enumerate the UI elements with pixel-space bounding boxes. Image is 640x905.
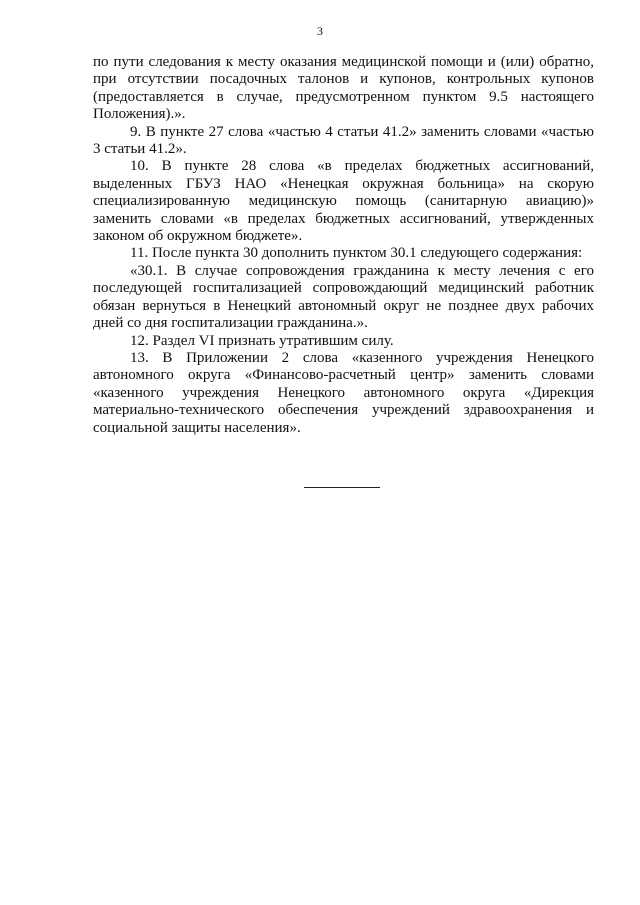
- paragraph-item-13: 13. В Приложении 2 слова «казенного учреждения Ненецкого автономного округа «Финансово-расчетный центр» заменить словами «казенного учреждения Ненецкого автономного округа «Дирекция материально-технического обеспечения учреждений здравоохранения и социальной защиты населения».: [93, 349, 594, 436]
- end-divider-line: [304, 487, 380, 488]
- page-number: 3: [317, 24, 323, 38]
- paragraph-item-11: 11. После пункта 30 дополнить пунктом 30.1 следующего содержания:: [130, 245, 583, 262]
- paragraph-continuation: по пути следования к месту оказания медицинской помощи и (или) обратно, при отсутствии посадочных талонов и купонов, контрольных купонов (предоставляется в случае, предусмотренном пунктом 9.5 настоящего Положения).».: [93, 54, 594, 123]
- paragraph-item-30-1: «30.1. В случае сопровождения гражданина к месту лечения с его последующей госпитализацией сопровождающий медицинский работник обязан вернуться в Ненецкий автономный округ не позднее двух рабочих дней со дня госпитализации гражданина.».: [93, 262, 594, 332]
- paragraph-item-9: 9. В пункте 27 слова «частью 4 статьи 41.2» заменить словами «частью 3 статьи 41.2».: [93, 123, 594, 158]
- paragraph-item-10: 10. В пункте 28 слова «в пределах бюджетных ассигнований, выделенных ГБУЗ НАО «Ненецкая окружная больница» на скорую специализированную медицинскую помощь (санитарную авиацию)» заменить словами «в пределах бюджетных ассигнований, утвержденных законом об окружном бюджете».: [93, 158, 594, 245]
- paragraph-item-12: 12. Раздел VI признать утратившим силу.: [130, 332, 394, 349]
- document-body: [93, 54, 594, 437]
